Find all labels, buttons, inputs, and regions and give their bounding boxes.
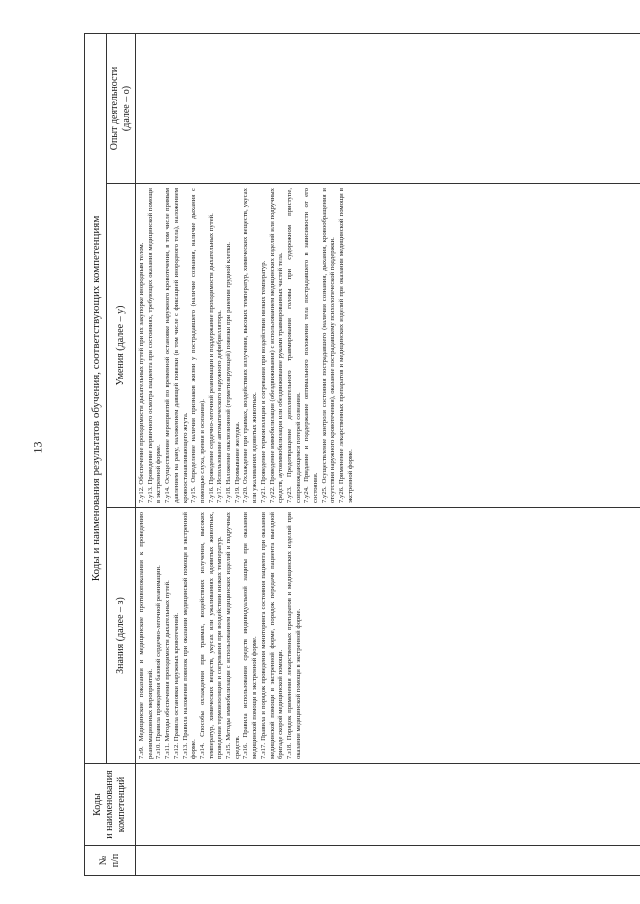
header-experience: Опыт деятельности (далее – о) — [107, 33, 136, 183]
skill-item: 7.у12. Обеспечение проходимости дыхательных путей при их закупорке инородным телом. — [138, 242, 145, 503]
skill-item: 7.у26. Применение лекарственных препаратов и медицинских изделий при оказании медицинской помощи в экстренной форме. — [338, 188, 354, 503]
knowledge-item: 7.з13. Правила наложения повязок при оказании медицинской помощи в экстренной форме. — [181, 512, 198, 759]
knowledge-item: 7.з14. Способы охлаждения при травмах, воздействиях излучения, высоких температур, химических веществ, укусах или ужаливаниях ядовитых животных, проведения термоизоляции и согревания при воздействии низких температур. — [198, 512, 224, 759]
knowledge-item: 7.з17. Правила и порядок проведения мониторинга состояния пациента при оказании медицинской помощи в экстренной форме, порядок передачи пациента выездной бригаде скорой медицинской помощи. — [259, 512, 285, 759]
skill-item: 7.у20. Охлаждение при травмах, воздействиях излучения, высоких температур, химических веществ, укусах или ужаливаниях ядовитых животных. — [242, 188, 259, 503]
knowledge-item: 7.з11. Методы обеспечения проходимости дыхательных путей. — [164, 580, 172, 759]
knowledge-item: 7.з9. Медицинские показания и медицинские противопоказания к проведению реанимационных мероприятий. — [138, 512, 154, 759]
competency-table-wrapper — [84, 34, 640, 876]
skill-item: 7.у22. Проведение иммобилизации (обездвиживания) с использованием медицинских изделий или подручных средств, аутоиммобилизация или обездвиживание руками травмированных частей тела. — [268, 188, 285, 503]
skill-item: 7.у16. Проведение сердечно-легочной реанимации и поддержание проходимости дыхательных путей. — [207, 213, 215, 503]
knowledge-item: 7.з12. Правила остановки наружных кровотечений. — [172, 612, 180, 759]
skill-item: 7.у19. Промывание желудка. — [233, 421, 241, 503]
header-number: № п/п — [85, 846, 136, 876]
cell-codes — [136, 764, 640, 846]
skill-item: 7.у24. Придание и поддержание оптимального положения тела пострадавшего в зависимости от его состояния. — [303, 188, 320, 503]
cell-skills — [136, 184, 640, 508]
header-knowledge: Знания (далее – з) — [107, 508, 136, 764]
knowledge-item: 7.з16. Правила использования средств индивидуальной защиты при оказании медицинской помощи в экстренной форме. — [242, 512, 259, 759]
skill-item: 7.у21. Проведение термоизоляции и согревания при воздействии низких температур. — [259, 260, 267, 503]
rotated-page — [84, 34, 640, 876]
cell-experience — [136, 33, 640, 183]
header-codes: Коды и наименования компетенций — [85, 764, 136, 846]
skill-item: 7.у18. Наложение окклюзионной (герметизирующей) повязки при ранении грудной клетки. — [225, 242, 233, 503]
page-number: 13 — [30, 441, 45, 454]
competency-table — [84, 33, 640, 876]
skill-item: 7.у23. Предотвращение дополнительного травмирования головы при судорожном приступе, сопровождающемся потерей сознания. — [285, 188, 302, 503]
skill-item: 7.у14. Осуществление мероприятий по временной остановке наружного кровотечения, в том числе прямым давлением на рану, наложением давящей повязки (в том числе с фиксацией инородного тела), наложением кровоостанавливающего жгута. — [164, 188, 189, 503]
skill-item: 7.у17. Использование автоматического наружного дефибриллятора. — [216, 310, 224, 503]
skill-item: 7.у15. Определение наличия признаков жизни у пострадавшего (наличие сознания, наличие дыхания с помощью слуха, зрения и осязания). — [190, 188, 206, 503]
knowledge-item: 7.з10. Правила проведения базовой сердечно-легочной реанимации. — [155, 565, 163, 759]
skill-item: 7.у25. Осуществление контроля состояния пострадавшего (наличия сознания, дыхания, кровообращения и отсутствия наружного кровотечения), оказание пострадавшему психологической поддержки. — [320, 188, 337, 503]
skill-item: 7.у13. Проведение первичного осмотра пациента при состояниях, требующих оказания медицинской помощи в экстренной форме. — [146, 188, 163, 503]
header-main-title: Коды и наименования результатов обучения, соответствующих компетенциям — [85, 33, 107, 763]
knowledge-item: 7.з18. Порядок применения лекарственных препаратов и медицинских изделий при оказании медицинской помощи в экстренной форме. — [285, 512, 302, 759]
cell-number — [136, 846, 640, 876]
header-skills: Умения (далее – у) — [107, 184, 136, 508]
cell-knowledge — [136, 508, 640, 764]
knowledge-item: 7.з15. Методы иммобилизации с использованием медицинских изделий и подручных средств. — [225, 512, 241, 759]
